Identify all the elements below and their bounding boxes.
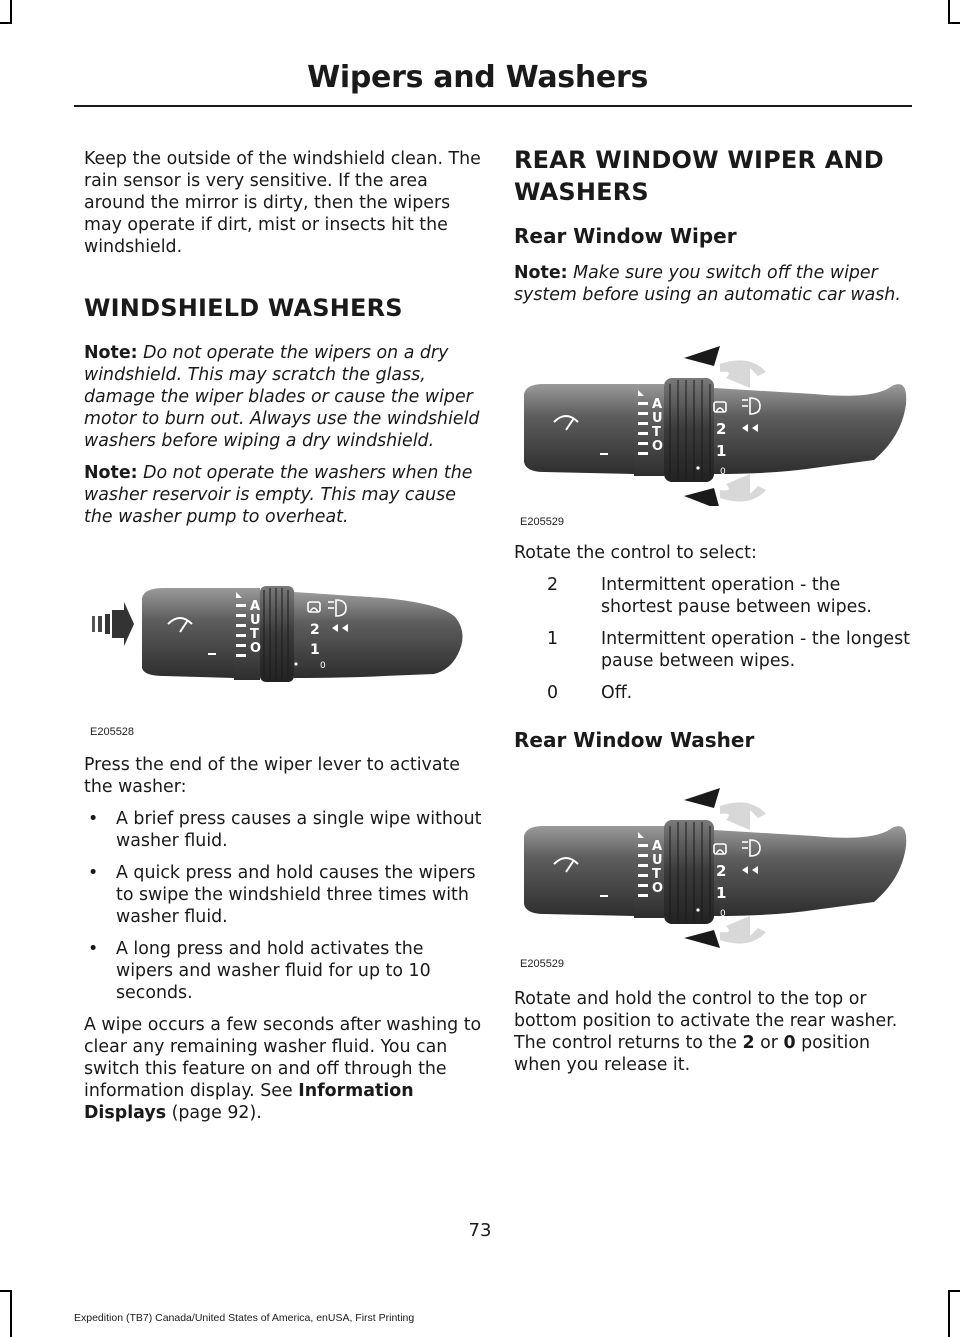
wiper-position-0: 0 bbox=[320, 661, 326, 671]
rear-wiper-options bbox=[514, 574, 912, 704]
rear-washer-instruction bbox=[514, 988, 912, 1076]
crop-mark bbox=[10, 1290, 12, 1337]
rear-washer-rotate-figure bbox=[514, 760, 912, 970]
page-reference: (page 92). bbox=[171, 1103, 262, 1123]
section-heading-windshield-washers: WINDSHIELD WASHERS bbox=[84, 294, 403, 322]
bullet-text: A long press and hold activates the wipers and washer fluid for up to 10 seconds. bbox=[116, 939, 431, 1003]
list-item bbox=[84, 808, 482, 852]
figure-id: E205529 bbox=[520, 516, 565, 528]
hold-text: Rotate and hold the control to the top or bottom position to activate the rear washer. The control returns to the bbox=[514, 989, 898, 1053]
auto-letter-o: O bbox=[250, 641, 262, 656]
section-heading-rear-wiper-line1: REAR WINDOW WIPER AND bbox=[514, 146, 884, 174]
press-bullet-list bbox=[84, 808, 482, 1004]
figure-id: E205528 bbox=[90, 726, 135, 738]
page-title: Wipers and Washers bbox=[307, 60, 648, 95]
subheading-rear-window-washer: Rear Window Washer bbox=[514, 728, 755, 752]
position-key-0: 0 bbox=[783, 1033, 796, 1053]
bullet-icon: • bbox=[88, 863, 99, 883]
information-displays-link[interactable]: Information Displays bbox=[84, 1081, 414, 1123]
footer-edition: Expedition (TB7) Canada/United States of America, enUSA, First Printing bbox=[74, 1312, 415, 1324]
bullet-icon: • bbox=[88, 809, 99, 829]
option-description: Off. bbox=[601, 683, 633, 703]
crop-mark bbox=[948, 0, 950, 24]
see-text: See bbox=[260, 1081, 293, 1101]
subheading-rear-window-wiper: Rear Window Wiper bbox=[514, 224, 737, 248]
wiper-position-2: 2 bbox=[310, 622, 320, 638]
rear-wiper-rotate-figure bbox=[514, 328, 912, 528]
auto-letter-u: U bbox=[250, 613, 261, 628]
section-heading-rear-wiper-line2: WASHERS bbox=[514, 178, 649, 206]
note-label: Note: bbox=[84, 463, 138, 483]
option-description: Intermittent operation - the shortest pause between wipes. bbox=[601, 575, 872, 617]
auto-letter-t: T bbox=[652, 867, 661, 882]
wipe-after-wash-paragraph bbox=[84, 1014, 482, 1124]
press-instruction: Press the end of the wiper lever to activate the washer: bbox=[84, 755, 461, 797]
crop-mark bbox=[10, 0, 12, 24]
list-item bbox=[84, 862, 482, 928]
note-dry-windshield bbox=[84, 342, 482, 452]
note-label: Note: bbox=[84, 343, 138, 363]
crop-mark bbox=[0, 1290, 12, 1292]
wipe-text: A wipe occurs a few seconds after washing to clear any remaining washer fluid. You can switch this feature on and off through the information display. bbox=[84, 1015, 482, 1101]
right-column bbox=[514, 144, 912, 1076]
option-key: 2 bbox=[547, 575, 559, 595]
header-rule bbox=[74, 105, 912, 107]
option-key: 0 bbox=[547, 683, 559, 703]
list-item bbox=[514, 682, 912, 704]
crop-mark bbox=[948, 22, 960, 24]
bullet-text: A quick press and hold causes the wipers to swipe the windshield three times with washer fluid. bbox=[116, 863, 476, 927]
list-item bbox=[514, 628, 912, 672]
option-key: 1 bbox=[547, 629, 559, 649]
crop-mark bbox=[0, 22, 12, 24]
auto-letter-a: A bbox=[652, 839, 663, 854]
rear-wiper-rotate-illustration bbox=[514, 328, 912, 506]
hold-text-end: position when you release it. bbox=[514, 1033, 871, 1075]
wiper-lever-press-figure bbox=[84, 558, 482, 738]
intro-paragraph: Keep the outside of the windshield clean. The rain sensor is very sensitive. If the area around the mirror is dirty, then the wipers may operate if dirt, mist or insects hit the windshield. bbox=[84, 149, 481, 257]
note-text: Do not operate the washers when the washer reservoir is empty. This may cause the washer pump to overheat. bbox=[84, 463, 473, 527]
left-column bbox=[84, 148, 482, 1124]
auto-letter-u: U bbox=[652, 853, 663, 868]
wiper-position-2: 2 bbox=[716, 420, 727, 438]
wiper-position-1: 1 bbox=[716, 884, 727, 902]
auto-letter-a: A bbox=[250, 599, 261, 614]
option-description: Intermittent operation - the longest pause between wipes. bbox=[601, 629, 910, 671]
auto-letter-u: U bbox=[652, 411, 663, 426]
list-item bbox=[84, 938, 482, 1004]
wiper-position-1: 1 bbox=[716, 442, 727, 460]
note-text: Make sure you switch off the wiper system before using an automatic car wash. bbox=[514, 263, 901, 305]
figure-id: E205529 bbox=[520, 958, 565, 970]
wiper-position-0: 0 bbox=[720, 467, 726, 477]
push-arrow-icon bbox=[92, 602, 134, 646]
bullet-text: A brief press causes a single wipe without washer fluid. bbox=[116, 809, 482, 851]
crop-mark bbox=[948, 1290, 950, 1337]
rear-washer-rotate-illustration bbox=[514, 760, 912, 948]
auto-letter-t: T bbox=[250, 627, 259, 642]
wiper-position-1: 1 bbox=[310, 642, 320, 658]
bullet-icon: • bbox=[88, 939, 99, 959]
note-empty-reservoir bbox=[84, 462, 482, 528]
note-car-wash bbox=[514, 262, 912, 306]
crop-mark bbox=[948, 1290, 960, 1292]
note-label: Note: bbox=[514, 263, 568, 283]
wiper-position-2: 2 bbox=[716, 862, 727, 880]
or-text: or bbox=[760, 1033, 778, 1053]
auto-letter-o: O bbox=[652, 881, 664, 896]
auto-letter-o: O bbox=[652, 439, 664, 454]
wiper-lever-press-illustration bbox=[84, 558, 482, 708]
wiper-position-0: 0 bbox=[720, 909, 726, 919]
auto-letter-t: T bbox=[652, 425, 661, 440]
position-key-2: 2 bbox=[742, 1033, 755, 1053]
list-item bbox=[514, 574, 912, 618]
page-number: 73 bbox=[468, 1220, 492, 1241]
rotate-instruction: Rotate the control to select: bbox=[514, 543, 757, 563]
note-text: Do not operate the wipers on a dry windshield. This may scratch the glass, damage the wiper blades or cause the wiper motor to burn out. Always use the windshield washers before wiping a dry windshield. bbox=[84, 343, 480, 451]
auto-letter-a: A bbox=[652, 397, 663, 412]
